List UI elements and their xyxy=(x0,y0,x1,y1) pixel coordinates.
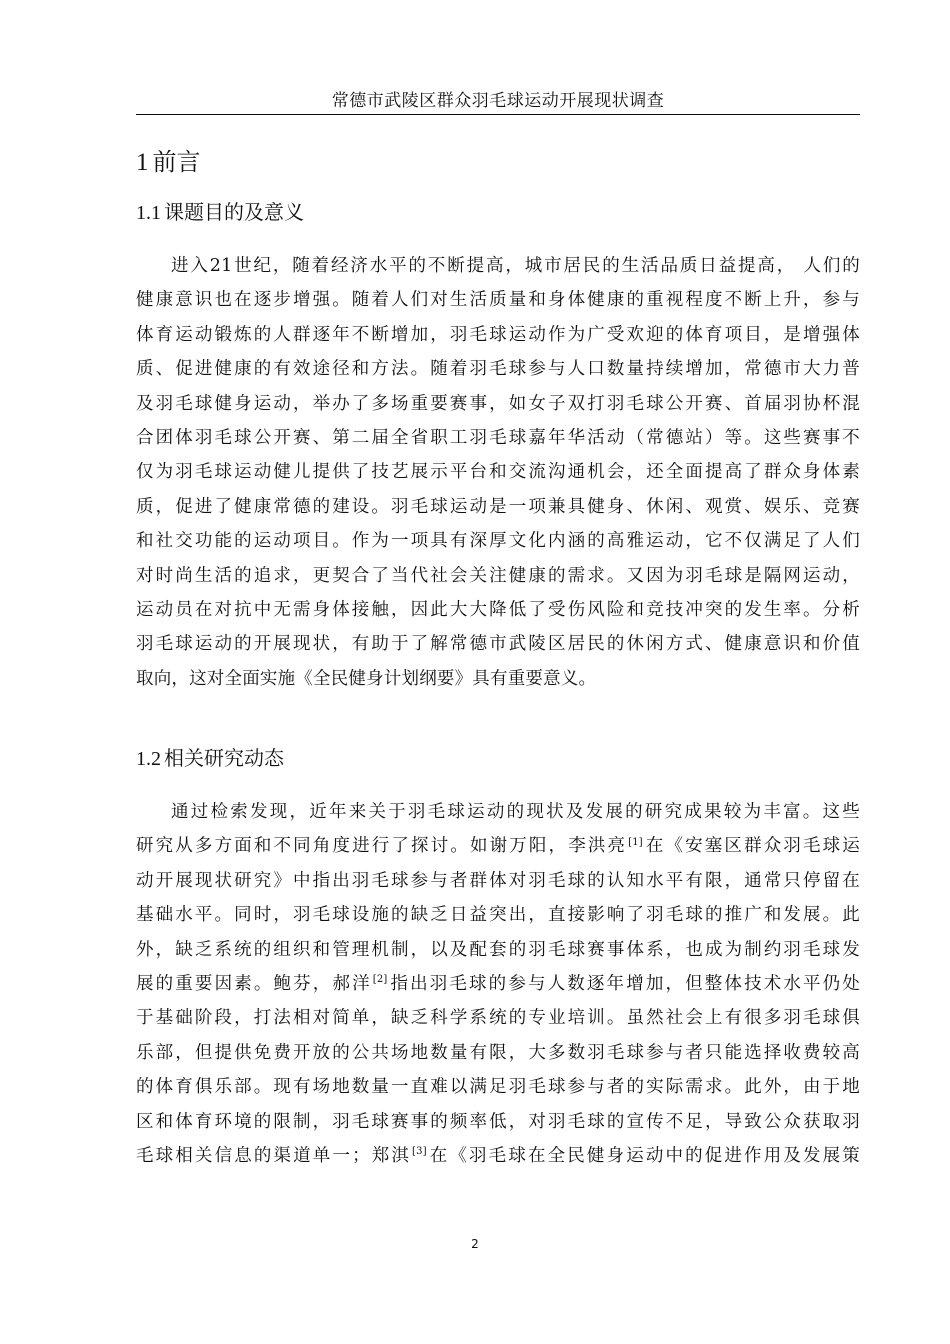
text-line: 及羽毛球健身运动，举办了多场重要赛事，如女子双打羽毛球公开赛、首届羽协杯混 xyxy=(136,393,860,414)
text-line xyxy=(136,829,860,863)
text-fragment: 毛球相关信息的渠道单一；郑淇 xyxy=(136,1145,412,1166)
text-fragment: 研究从多方面和不同角度进行了探讨。如谢万阳，李洪亮 xyxy=(136,836,628,857)
section-heading-1 xyxy=(136,146,201,179)
text-line: 基础水平。同时，羽毛球设施的缺乏日益突出，直接影响了羽毛球的推广和发展。此 xyxy=(136,905,860,926)
paragraph-research xyxy=(136,795,860,1173)
text-line: 外，缺乏系统的组织和管理机制，以及配套的羽毛球赛事体系，也成为制约羽毛球发 xyxy=(136,939,860,960)
subsection-title: 课题目的及意义 xyxy=(164,200,304,224)
text-line: 质，促进了健康常德的建设。羽毛球运动是一项兼具健身、休闲、观赏、娱乐、竞赛 xyxy=(136,496,860,517)
section-number: 1 xyxy=(136,149,149,176)
text-line: 乐部，但提供免费开放的公共场地数量有限，大多数羽毛球参与者只能选择收费较高 xyxy=(136,1042,860,1063)
text-fragment: 指出羽毛球的参与人数逐年增加，但整体技术水平仍处 xyxy=(388,973,860,994)
subsection-title: 相关研究动态 xyxy=(164,746,284,770)
text-line: 的体育俱乐部。现有场地数量一直难以满足羽毛球参与者的实际需求。此外，由于地 xyxy=(136,1077,860,1098)
text-line: 和社交功能的运动项目。作为一项具有深厚文化内涵的高雅运动，它不仅满足了人们 xyxy=(136,531,860,552)
text-line: 进入21世纪，随着经济水平的不断提高，城市居民的生活品质日益提高， 人们的 xyxy=(171,256,860,276)
subsection-heading-1-2 xyxy=(136,744,284,773)
page-number: 2 xyxy=(471,1237,479,1251)
citation-ref-3[interactable]: [3] xyxy=(412,1146,427,1158)
text-line: 区和体育环境的限制，羽毛球赛事的频率低，对羽毛球的宣传不足，导致公众获取羽 xyxy=(136,1111,860,1132)
citation-ref-1[interactable]: [1] xyxy=(628,836,643,848)
subsection-number: 1.2 xyxy=(136,748,161,770)
text-fragment: 展的重要因素。鲍芬，郝洋 xyxy=(136,973,372,994)
header-rule xyxy=(136,114,860,115)
paragraph-purpose xyxy=(136,249,860,696)
text-line xyxy=(136,1139,860,1173)
text-line xyxy=(136,967,860,1001)
text-line: 取向，这对全面实施《全民健身计划纲要》具有重要意义。 xyxy=(136,668,597,689)
text-line: 通过检索发现，近年来关于羽毛球运动的现状及发展的研究成果较为丰富。这些 xyxy=(171,802,860,822)
text-line: 合团体羽毛球公开赛、第二届全省职工羽毛球嘉年华活动（常德站）等。这些赛事不 xyxy=(136,427,860,448)
text-line: 于基础阶段，打法相对简单，缺乏科学系统的专业培训。虽然社会上有很多羽毛球俱 xyxy=(136,1008,860,1029)
text-line: 动开展现状研究》中指出羽毛球参与者群体对羽毛球的认知水平有限，通常只停留在 xyxy=(136,870,860,891)
text-fragment: 在《安塞区群众羽毛球运 xyxy=(643,836,860,857)
text-line: 羽毛球运动的开展现状，有助于了解常德市武陵区居民的休闲方式、健康意识和价值 xyxy=(136,634,860,655)
text-line: 对时尚生活的追求，更契合了当代社会关注健康的需求。又因为羽毛球是隔网运动， xyxy=(136,565,860,586)
citation-ref-2[interactable]: [2] xyxy=(372,974,388,986)
running-header: 常德市武陵区群众羽毛球运动开展现状调查 xyxy=(331,91,665,111)
text-line: 运动员在对抗中无需身体接触，因此大大降低了受伤风险和竞技冲突的发生率。分析 xyxy=(136,599,860,620)
section-title: 前言 xyxy=(152,148,201,176)
text-fragment: 在《羽毛球在全民健身运动中的促进作用及发展策 xyxy=(427,1145,860,1166)
text-line: 仅为羽毛球运动健儿提供了技艺展示平台和交流沟通机会，还全面提高了群众身体素 xyxy=(136,462,860,483)
subsection-number: 1.1 xyxy=(136,202,161,224)
text-line: 质、促进健康的有效途径和方法。随着羽毛球参与人口数量持续增加，常德市大力普 xyxy=(136,359,860,380)
text-line: 体育运动锻炼的人群逐年不断增加，羽毛球运动作为广受欢迎的体育项目，是增强体 xyxy=(136,324,860,345)
text-line: 健康意识也在逐步增强。随着人们对生活质量和身体健康的重视程度不断上升，参与 xyxy=(136,290,860,311)
subsection-heading-1-1 xyxy=(136,198,304,227)
